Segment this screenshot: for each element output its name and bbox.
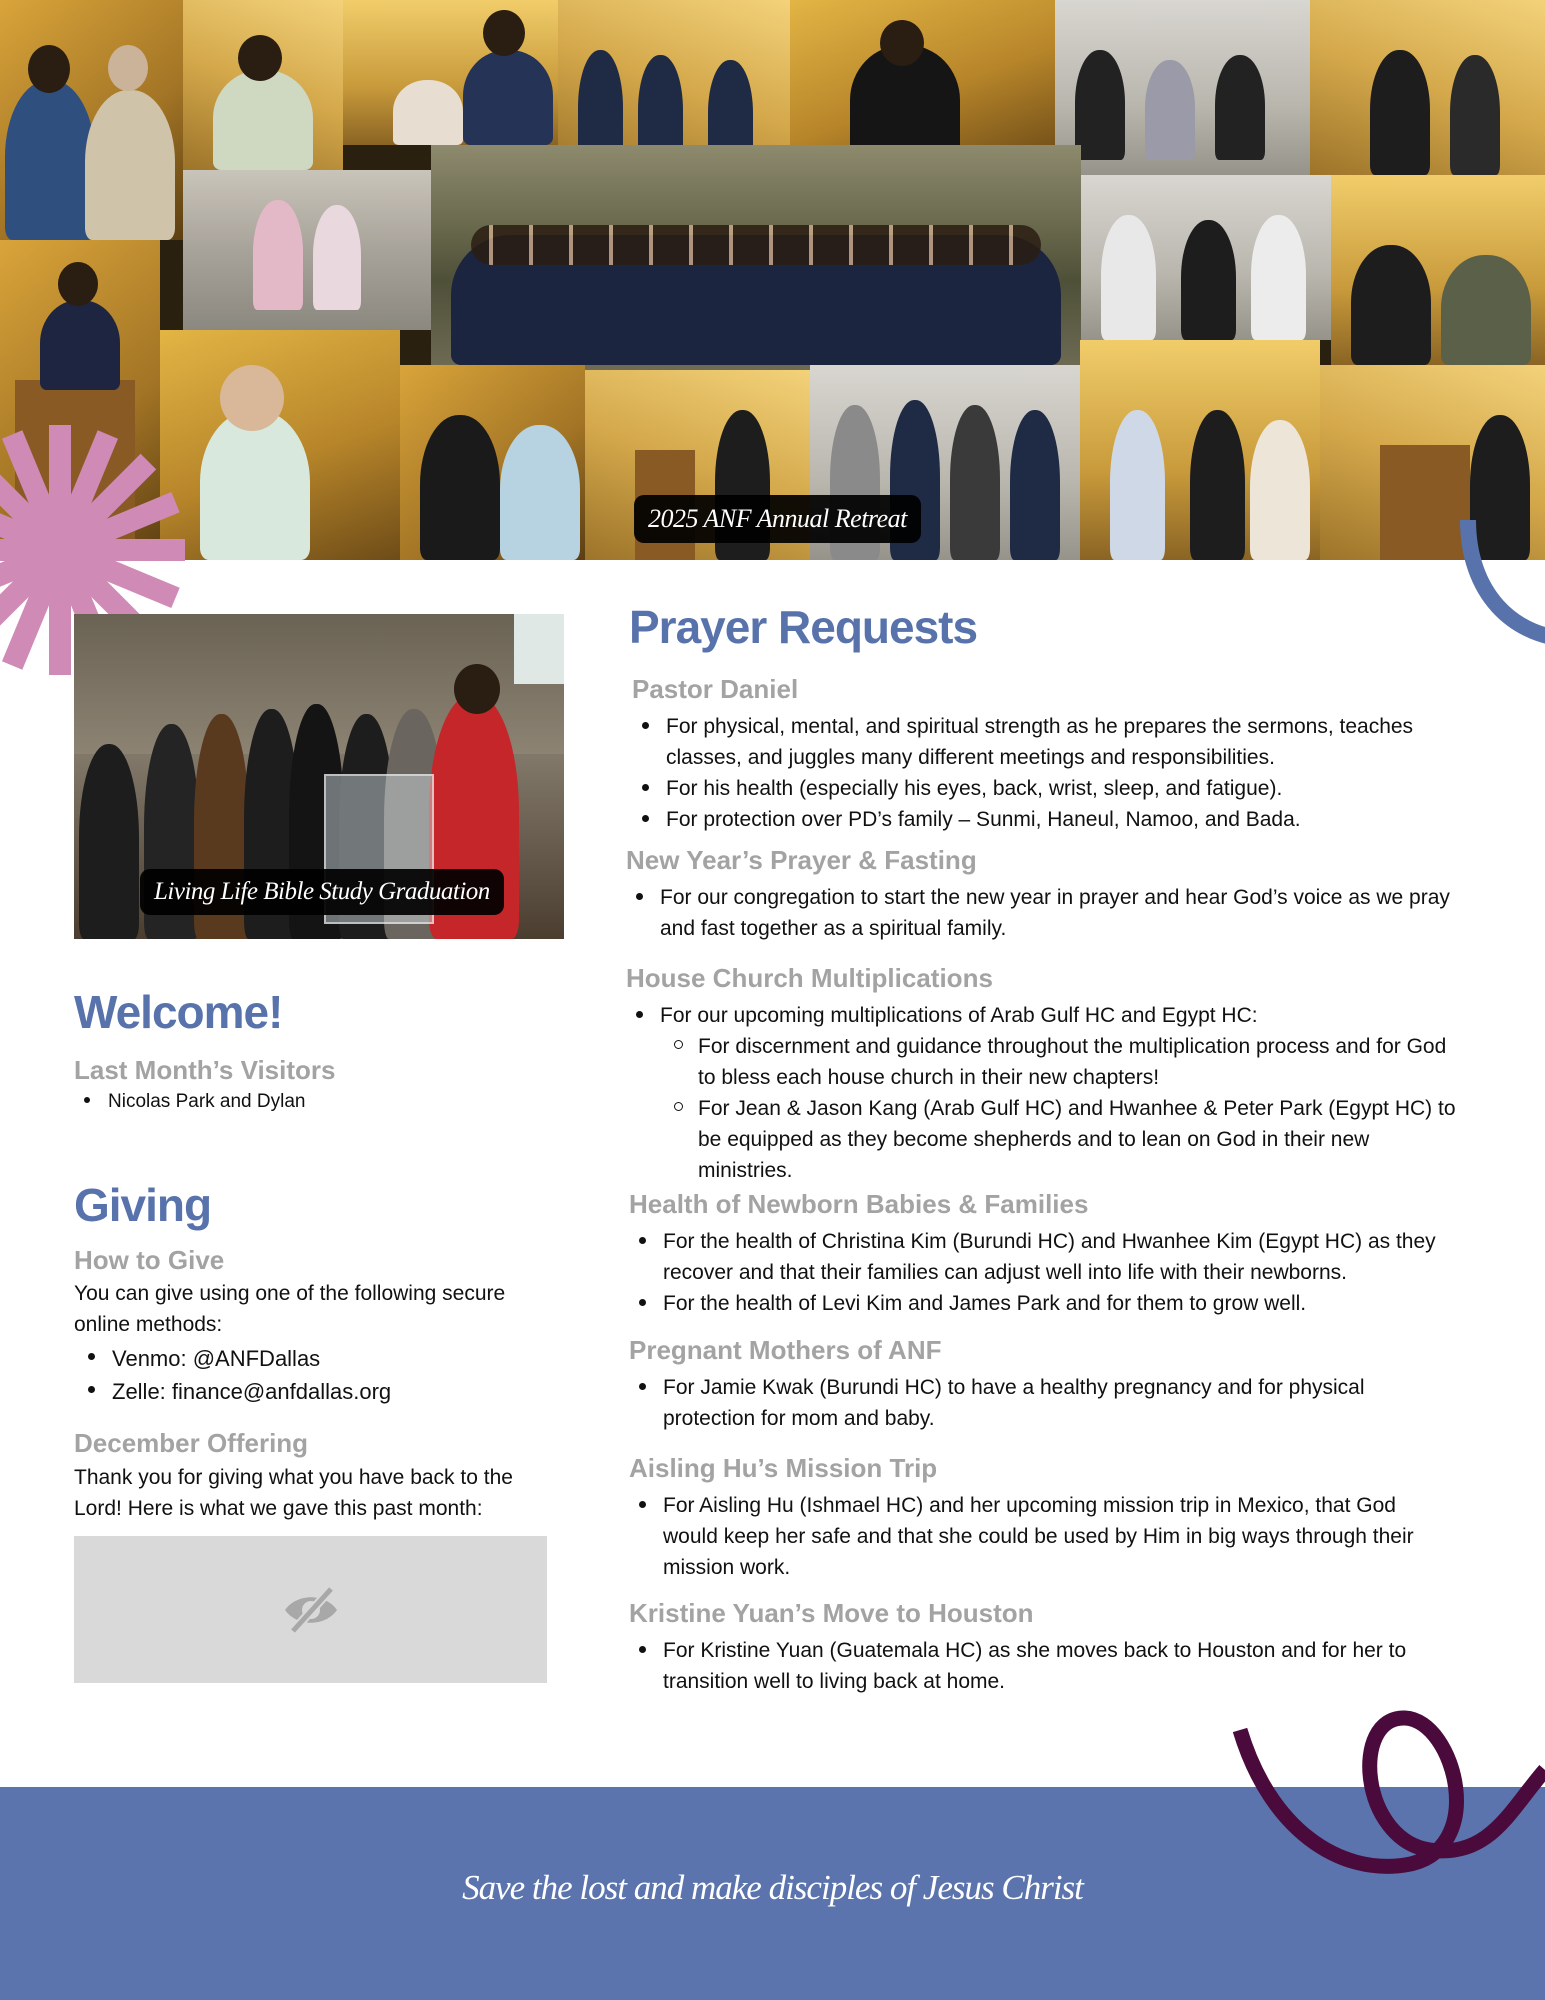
prayer-section-new-year [626, 845, 1452, 944]
prayer-section-heading: House Church Multiplications [626, 963, 993, 993]
collage-photo [1055, 0, 1310, 175]
visitors-list [74, 1088, 554, 1115]
prayer-section-heading: Health of Newborn Babies & Families [629, 1189, 1089, 1219]
prayer-section-pastor-daniel [632, 674, 1452, 835]
collage-photo [0, 0, 183, 240]
list-item: For Jamie Kwak (Burundi HC) to have a healthy pregnancy and for physical protection for mom and baby. [629, 1372, 1456, 1434]
collage-photo [1310, 0, 1545, 175]
list-item-text: For our upcoming multiplications of Arab Gulf HC and Egypt HC: [660, 1004, 1258, 1027]
sub-list-item: For Jean & Jason Kang (Arab Gulf HC) and Hwanhee & Peter Park (Egypt HC) to be equipped as they become shepherds and to lean on God in their new ministries. [666, 1093, 1456, 1186]
sub-list-item: For discernment and guidance throughout the multiplication process and for God to bless each house church in their new chapters! [666, 1031, 1456, 1093]
list-item: Nicolas Park and Dylan [74, 1088, 554, 1115]
how-to-give-text: You can give using one of the following secure online methods: [74, 1282, 506, 1336]
prayer-section-heading: Pregnant Mothers of ANF [629, 1335, 942, 1365]
welcome-title: Welcome! [74, 986, 283, 1038]
prayer-section-heading: Aisling Hu’s Mission Trip [629, 1453, 938, 1483]
eye-off-icon [281, 1585, 341, 1635]
prayer-requests-title: Prayer Requests [629, 601, 978, 653]
collage-photo [160, 330, 400, 560]
visitors-heading: Last Month’s Visitors [74, 1055, 336, 1085]
photo-collage [0, 0, 1545, 560]
collage-photo [790, 0, 1055, 160]
venmo-method: Venmo: @ANFDallas [78, 1342, 558, 1375]
prayer-section-newborns [629, 1189, 1456, 1319]
collage-photo [343, 0, 558, 145]
footer-tagline: Save the lost and make disciples of Jesus Christ [462, 1868, 1083, 1907]
graduation-caption: Living Life Bible Study Graduation [140, 869, 504, 915]
retreat-caption: 2025 ANF Annual Retreat [634, 495, 921, 543]
prayer-section-mission-trip [629, 1453, 1456, 1583]
graduation-photo [74, 614, 564, 939]
prayer-section-pregnant-mothers [629, 1335, 1456, 1434]
list-item: For Aisling Hu (Ishmael HC) and her upcoming mission trip in Mexico, that God would keep her safe and that she could be used by Him in big ways through their mission work. [629, 1490, 1456, 1583]
collage-photo [400, 365, 585, 560]
collage-photo [183, 170, 431, 330]
collage-photo [1331, 175, 1545, 365]
list-item: For the health of Christina Kim (Burundi HC) and Hwanhee Kim (Egypt HC) as they recover and that their families can adjust well into life with their newborns. [629, 1226, 1456, 1288]
list-item: For our congregation to start the new year in prayer and hear God’s voice as we pray and fast together as a spiritual family. [626, 882, 1452, 944]
prayer-section-heading: Kristine Yuan’s Move to Houston [629, 1598, 1034, 1628]
collage-photo [183, 0, 343, 170]
giving-title: Giving [74, 1179, 212, 1231]
giving-methods [78, 1342, 558, 1408]
prayer-section-heading: Pastor Daniel [632, 674, 799, 704]
list-item [626, 1000, 1456, 1186]
arc-decoration [1460, 520, 1545, 680]
list-item: For his health (especially his eyes, back, wrist, sleep, and fatigue). [632, 773, 1452, 804]
how-to-give-heading: How to Give [74, 1245, 225, 1275]
collage-photo [1080, 340, 1320, 560]
december-offering-text: Thank you for giving what you have back to the Lord! Here is what we gave this past month: [74, 1466, 513, 1520]
list-item: For Kristine Yuan (Guatemala HC) as she moves back to Houston and for her to transition well to living back at home. [629, 1635, 1456, 1697]
prayer-section-move-houston [629, 1598, 1456, 1697]
collage-photo [431, 145, 1081, 370]
swirl-decoration [1230, 1700, 1545, 1910]
collage-photo [1081, 175, 1331, 340]
list-item: For protection over PD’s family – Sunmi, Haneul, Namoo, and Bada. [632, 804, 1452, 835]
prayer-section-heading: New Year’s Prayer & Fasting [626, 845, 977, 875]
zelle-method: Zelle: finance@anfdallas.org [78, 1375, 558, 1408]
list-item: For physical, mental, and spiritual strength as he prepares the sermons, teaches classes, and juggles many different meetings and responsibilities. [632, 711, 1452, 773]
list-item: For the health of Levi Kim and James Park and for them to grow well. [629, 1288, 1456, 1319]
prayer-section-house-church [626, 963, 1456, 1186]
offering-image-placeholder [74, 1536, 547, 1683]
december-offering-heading: December Offering [74, 1428, 309, 1458]
